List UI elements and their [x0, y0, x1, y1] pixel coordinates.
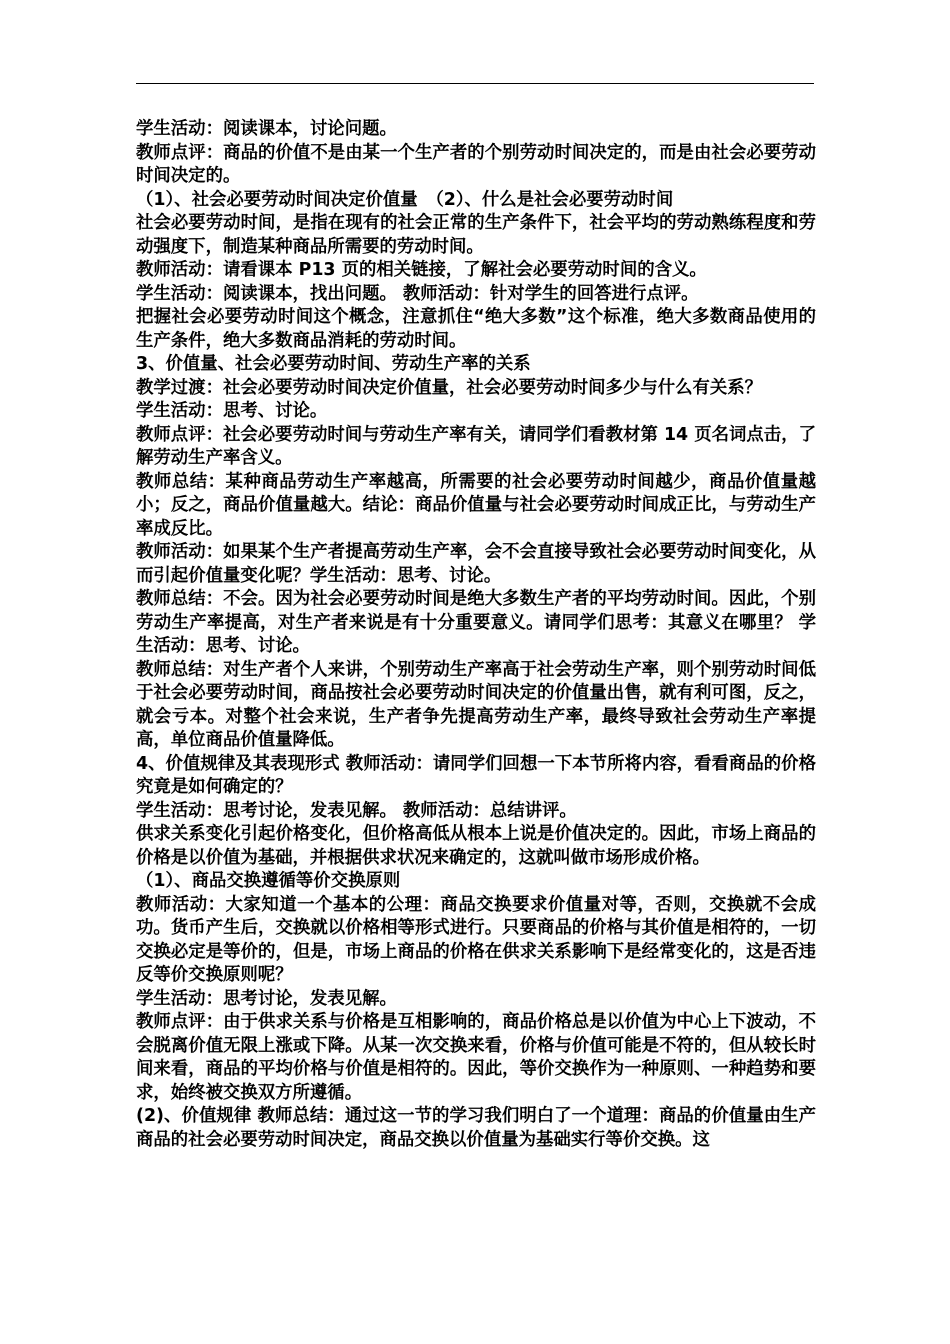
paragraph: 教师活动：请看课本 P13 页的相关链接，了解社会必要劳动时间的含义。	[136, 260, 707, 280]
paragraph: 学生活动：思考、讨论。	[136, 401, 328, 421]
paragraph: 教师总结：对生产者个人来讲，个别劳动生产率高于社会劳动生产率，则个别劳动时间低于社会必要劳动时间，商品按社会必要劳动时间决定的价值量出售，就有利可图，反之，就会亏本。对整个社会来说，生产者争先提高劳动生产率，最终导致社会劳动生产率提高，单位商品价值量降低。	[136, 659, 816, 750]
paragraph: 教师点评：商品的价值不是由某一个生产者的个别劳动时间决定的，而是由社会必要劳动时间决定的。	[136, 142, 816, 186]
section-heading: (2)、价值规律 教师总结：通过这一节的学习我们明白了一个道理：商品的价值量由生产商品的社会必要劳动时间决定，商品交换以价值量为基础实行等价交换。这	[136, 1106, 816, 1150]
paragraph: 供求关系变化引起价格变化，但价格高低从根本上说是价值决定的。因此，市场上商品的价格是以价值为基础，并根据供求状况来确定的，这就叫做市场形成价格。	[136, 824, 816, 868]
paragraph: 社会必要劳动时间，是指在现有的社会正常的生产条件下，社会平均的劳动熟练程度和劳动强度下，制造某种商品所需要的劳动时间。	[136, 213, 816, 257]
paragraph: 把握社会必要劳动时间这个概念，注意抓住“绝大多数”这个标准，绝大多数商品使用的生产条件，绝大多数商品消耗的劳动时间。	[136, 307, 816, 351]
section-heading: （1）、商品交换遵循等价交换原则	[136, 871, 401, 891]
section-heading: 3、价值量、社会必要劳动时间、劳动生产率的关系	[136, 354, 531, 374]
header-rule	[136, 83, 814, 84]
paragraph: 学生活动：阅读课本，找出问题。 教师活动：针对学生的回答进行点评。	[136, 283, 699, 304]
paragraph: 教师点评：社会必要劳动时间与劳动生产率有关，请同学们看教材第 14 页名词点击，了解劳动生产率含义。	[136, 424, 816, 468]
paragraph: 学生活动：阅读课本，讨论问题。	[136, 119, 397, 139]
paragraph: 教师总结：某种商品劳动生产率越高，所需要的社会必要劳动时间越少，商品价值量越小；反之，商品价值量越大。结论：商品价值量与社会必要劳动时间成正比，与劳动生产率成反比。	[136, 471, 816, 539]
paragraph: 教师点评：由于供求关系与价格是互相影响的，商品价格总是以价值为中心上下波动，不会脱离价值无限上涨或下降。从某一次交换来看，价格与价值可能是不符的，但从较长时间来看，商品的平均价格与价值是相符的。因此，等价交换作为一种原则、一种趋势和要求，始终被交换双方所遵循。	[136, 1012, 816, 1103]
paragraph: 教学过渡：社会必要劳动时间决定价值量，社会必要劳动时间多少与什么有关系？	[136, 377, 763, 398]
paragraph: 教师活动：如果某个生产者提高劳动生产率，会不会直接导致社会必要劳动时间变化，从而引起价值量变化呢？学生活动：思考、讨论。	[136, 542, 816, 586]
paragraph: 教师活动：大家知道一个基本的公理：商品交换要求价值量对等，否则，交换就不会成功。货币产生后，交换就以价格相等形式进行。只要商品的价格与其价值是相符的，一切交换必定是等价的，但是，市场上商品的价格在供求关系影响下是经常变化的，这是否违反等价交换原则呢？	[136, 894, 816, 985]
section-heading: （1）、社会必要劳动时间决定价值量 （2）、什么是社会必要劳动时间	[136, 189, 674, 210]
paragraph: 学生活动：思考讨论，发表见解。	[136, 988, 397, 1009]
paragraph: 教师总结：不会。因为社会必要劳动时间是绝大多数生产者的平均劳动时间。因此，个别劳动生产率提高，对生产者来说是有十分重要意义。请同学们思考：其意义在哪里？ 学生活动：思考、讨论。	[136, 589, 816, 656]
section-heading: 4、价值规律及其表现形式 教师活动：请同学们回想一下本节所将内容，看看商品的价格究竟是如何确定的？	[136, 753, 816, 797]
paragraph: 学生活动：思考讨论，发表见解。 教师活动：总结讲评。	[136, 800, 577, 821]
document-body	[136, 118, 816, 1152]
